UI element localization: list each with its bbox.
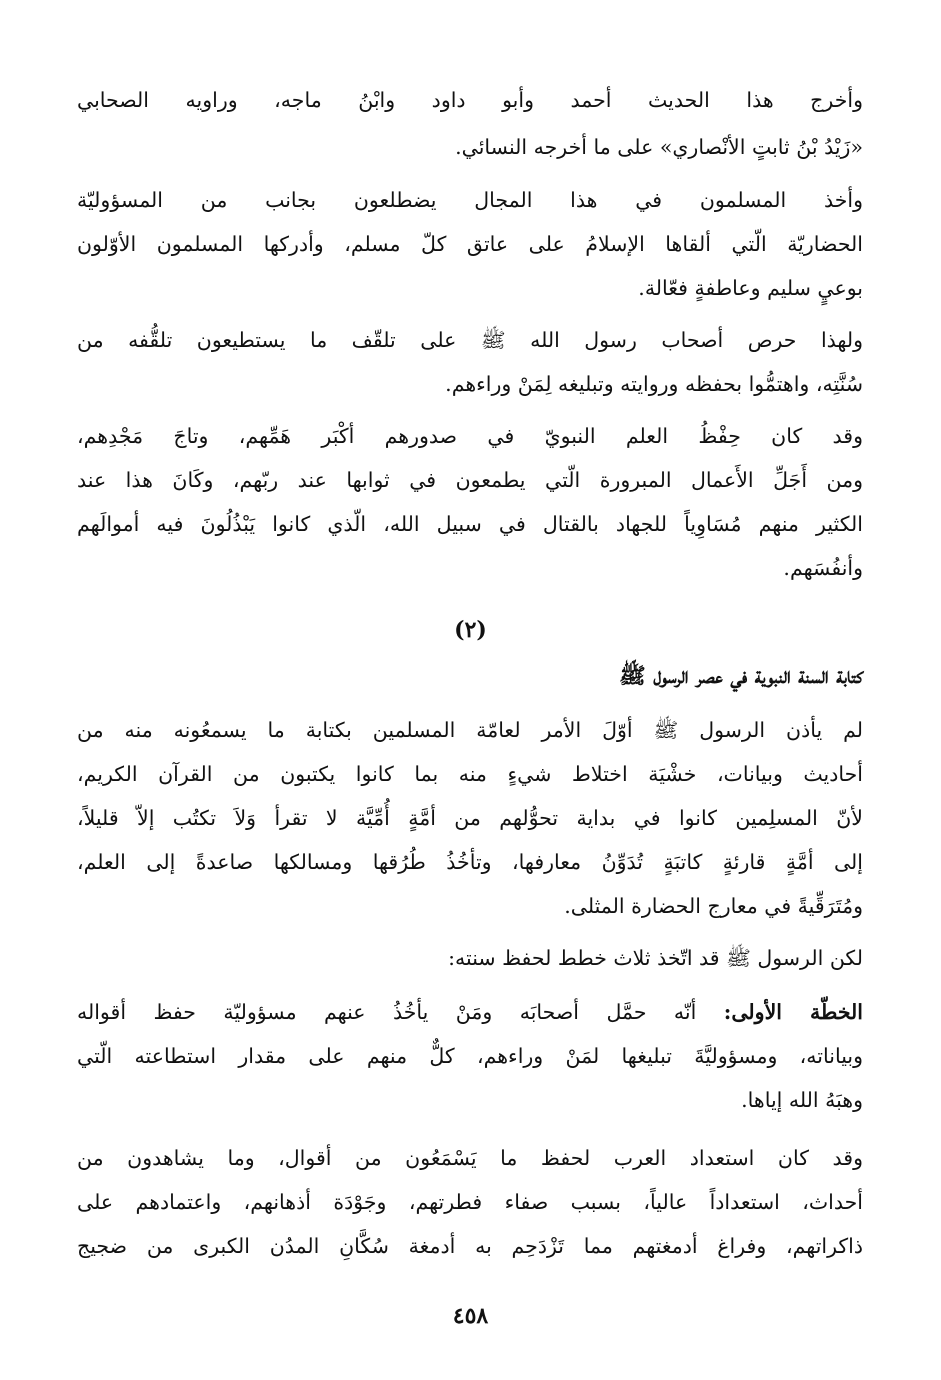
text-line: ومن أَجَلِّ الأَعمال المبرورة الّتي يطمعون في ثوابها عند ربّهم، وكَانَ هذا عند bbox=[77, 468, 863, 492]
text-line: وأخرج هذا الحديث أحمد وأبو داود وابْنُ ماجه، وراويه الصحابي bbox=[77, 88, 863, 112]
text-line: وقد كان حِفْظُ العلم النبويّ في صدورهم أكْبَر هَمِّهم، وتاجَ مَجْدِهم، bbox=[77, 424, 863, 448]
plan-label: الخطّة الأولى: bbox=[723, 1000, 863, 1024]
text-line: إلى أمَّةٍ قارئةٍ كاتبَةٍ تُدَوِّنُ معارفها، وتأخُذُ طُرُقها ومسالكها صاعدةً إلى العلم، bbox=[77, 850, 863, 874]
text-line: وهبَهُ الله إياها. bbox=[741, 1088, 863, 1112]
text-line: «زَيْدُ بْنُ ثابتٍ الأنْصاري» على ما أخرجه النسائي. bbox=[455, 135, 863, 159]
section-number: (٢) bbox=[454, 617, 487, 643]
text-line: لكن الرسول ﷺ قد اتّخذ ثلاث خطط لحفظ سنته: bbox=[448, 946, 863, 970]
text-line: ولهذا حرص أصحاب رسول الله ﷺ على تلقّف ما يستطيعون تلقُّفه من bbox=[77, 328, 863, 352]
text-line: وأنفُسَهم. bbox=[783, 556, 863, 580]
text-line: ومُتَرَقِّيةً في معارج الحضارة المثلى. bbox=[564, 894, 863, 918]
text-line bbox=[77, 990, 863, 1034]
text-line: وأخذ المسلمون في هذا المجال يضطلعون بجانب من المسؤوليّة bbox=[77, 188, 863, 212]
text-line: أحداث، استعداداً عالياً، بسبب صفاء فطرتهم، وجَوْدَة أذهانهم، واعتمادهم على bbox=[77, 1190, 863, 1214]
plan-text: أنّه حمَّل أصحابَه ومَنْ يأخُذُ عنهم مسؤوليّة حفظ أقواله bbox=[77, 1000, 724, 1024]
text-line: لأنّ المسلِمين كانوا في بداية تحوُّلهم من أمَّةٍ أُمِّيَّة لا تقرأ وَلاَ تكتُب إلاّ قليلاً، bbox=[77, 806, 863, 830]
text-line: أحاديث وبيانات، خشْيَة اختلاط شيءٍ منه بما كانوا يكتبون من القرآن الكريم، bbox=[77, 762, 863, 786]
text-line: وقد كان استعداد العرب لحفظ ما يَسْمَعُون من أقوال، وما يشاهدون من bbox=[77, 1146, 863, 1170]
text-line: لم يأذن الرسول ﷺ أوّلَ الأمر لعامّة المسلمين بكتابة ما يسمعُونه منه من bbox=[77, 718, 863, 742]
text-line: ذاكراتهم، وفراغ أدمغتهم مما تَزْدَحِم به أدمغة سُكَّانِ المدُن الكبرى من ضجيج bbox=[77, 1234, 863, 1258]
section-title: كتابة السنة النبوية في عصر الرسول ﷺ bbox=[619, 663, 863, 689]
text-line: بوعيٍ سليم وعاطفةٍ فعّالة. bbox=[638, 276, 863, 300]
text-line: الحضاريّة الّتي ألقاها الإسلامُ على عاتق كلّ مسلم، وأدركها المسلمون الأوّلون bbox=[77, 232, 863, 256]
text-line: وبياناته، ومسؤوليَّةَ تبليغها لمَنْ وراءهم، كلٌّ منهم على مقدار استطاعته الّتي bbox=[77, 1044, 863, 1068]
text-line: الكثير منهم مُسَاوِياً للجهاد بالقتال في سبيل الله، الّذي كانوا يَبْذُلُونَ فيه أموالَهم bbox=[77, 512, 863, 536]
text-line: سُنَّتِه، واهتمُّوا بحفظه وروايته وتبليغه لِمَنْ وراءهم. bbox=[445, 372, 863, 396]
page-number: ٤٥٨ bbox=[452, 1303, 489, 1329]
